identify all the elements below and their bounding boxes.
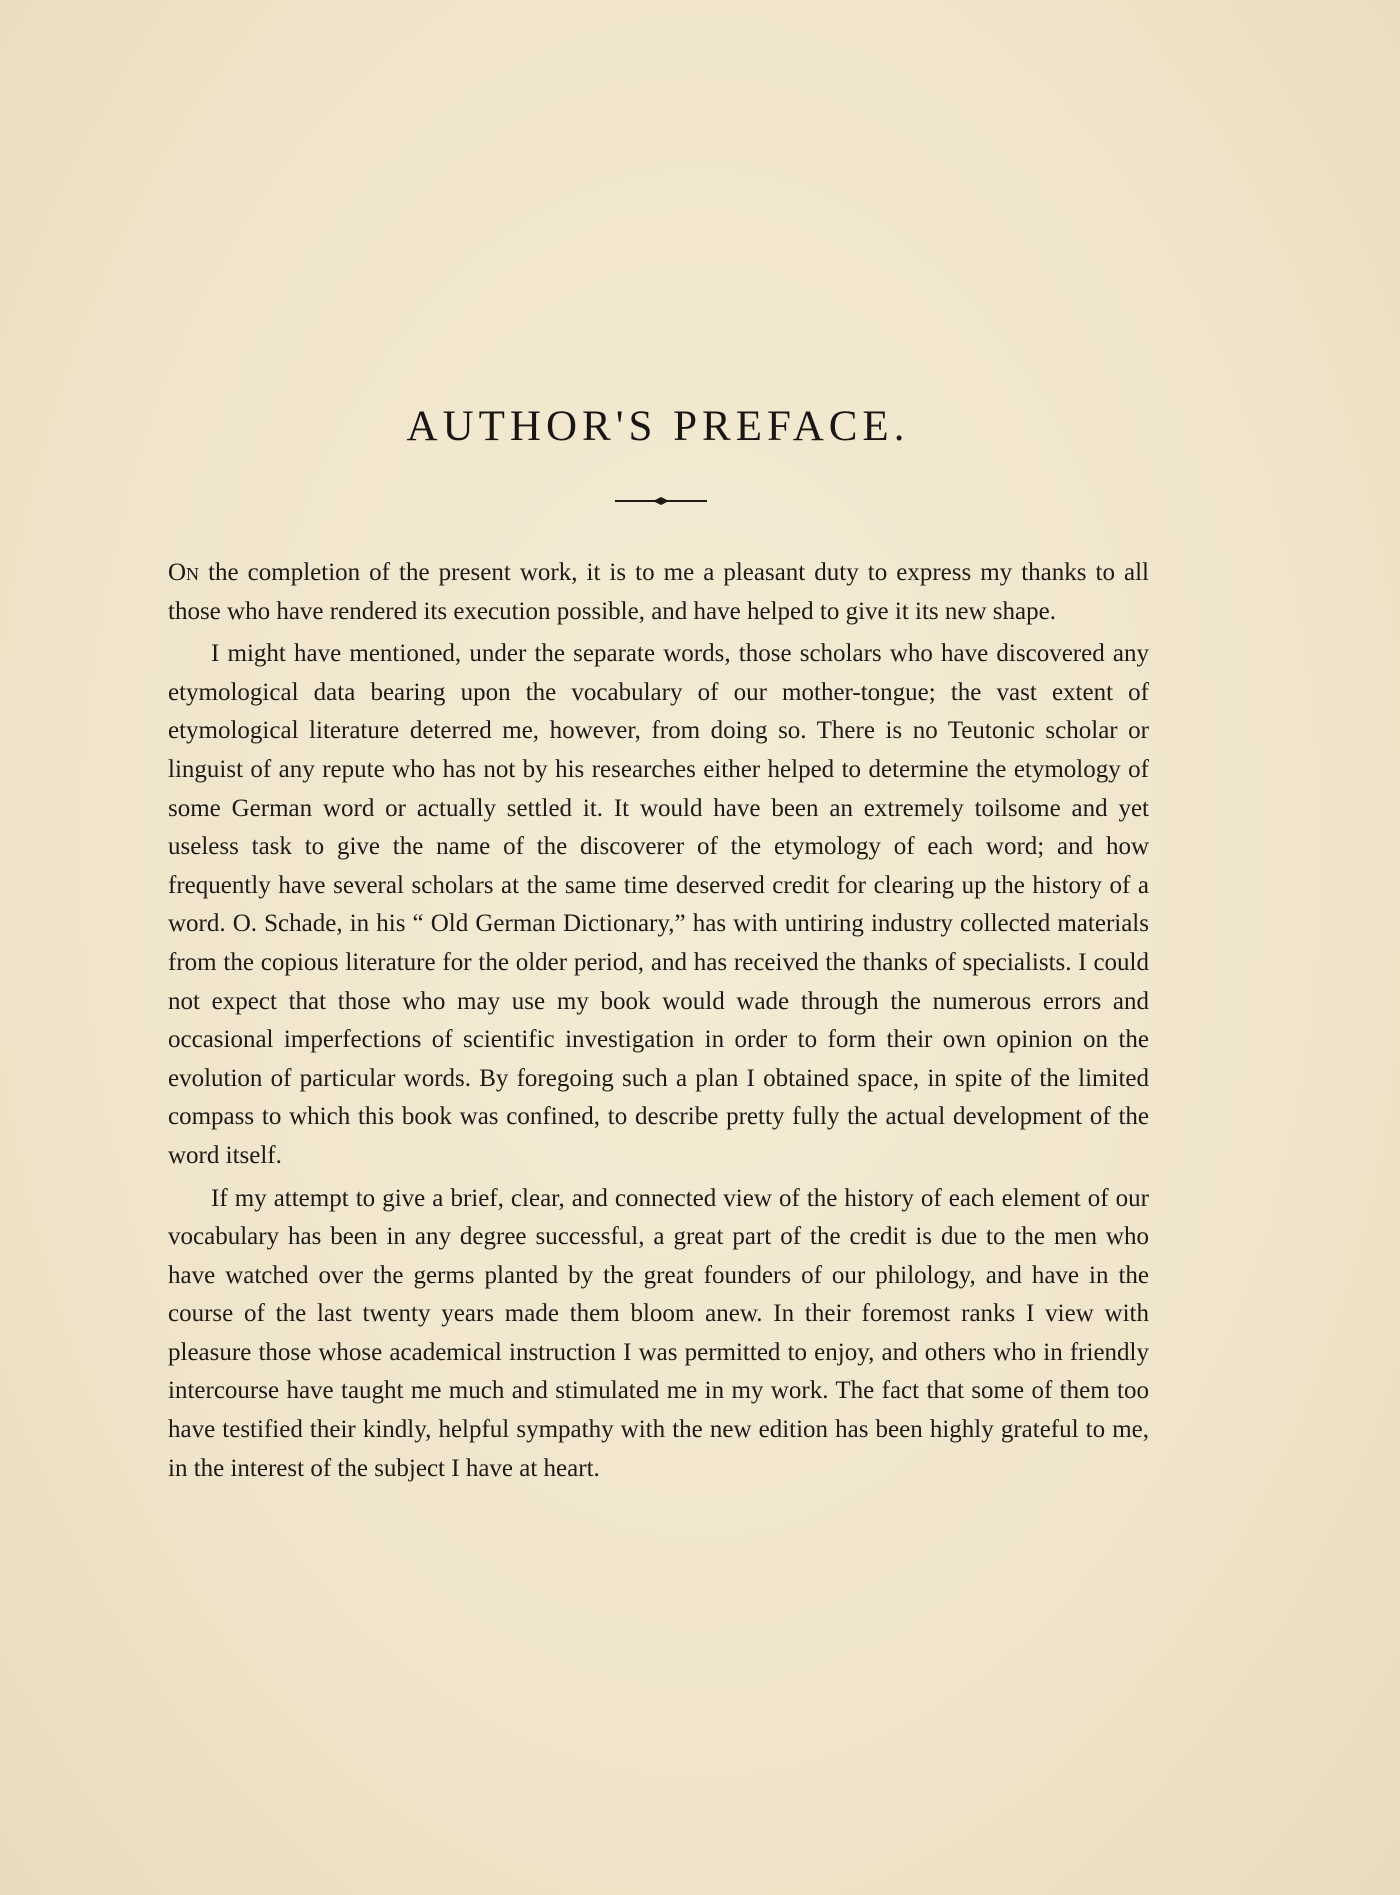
paragraph-3: If my attempt to give a brief, clear, and connected view of the history of each element of our vocabulary has been in any degree successful, a great part of the credit is due to the men who have watched over the germs planted by the great founders of our philology, and have in the course of the last twenty years made them bloom anew. In their foremost ranks I view with pleasure those whose academical instruction I was permitted to enjoy, and others who in friendly intercourse have taught me much and stimulated me in my work. The fact that some of them too have testified their kindly, helpful sympathy with the new edition has been highly grateful to me, in the interest of the subject I have at heart. — [168, 1184, 1149, 1482]
paragraph-text: the completion of the present work, it is to me a pleasant duty to express my thanks to all those who have rendered its execution possible, and have helped to give it its new shape. — [168, 559, 1149, 625]
paragraph-2: I might have mentioned, under the separate words, those scholars who have discovered any etymological data bearing upon the vocabulary of our mother-tongue; the vast extent of etymological literature deterred me, however, from doing so. There is no Teutonic scholar or linguist of any repute who has not by his researches either helped to determine the etymology of some German word or actually settled it. It would have been an extremely toilsome and yet useless task to give the name of the discoverer of the etymology of each word; and how frequently have several scholars at the same time deserved credit for clearing up the history of a word. O. Schade, in his “ Old German Dictionary,” has with untiring industry collected materials from the copious literature for the older period, and has received the thanks of specialists. I could not expect that those who may use my book would wade through the numerous errors and occasional imperfections of scientific investigation in order to form their own opinion on the evolution of particular words. By foregoing such a plan I obtained space, in spite of the limited compass to which this book was confined, to describe pretty fully the actual development of the word itself. — [168, 640, 1149, 1169]
paragraph-lead-word: On — [168, 559, 200, 586]
preface-body — [168, 554, 1149, 1488]
title-ornament-icon — [615, 494, 707, 508]
page-title: AUTHOR'S PREFACE. — [406, 403, 910, 450]
paragraph-1 — [168, 554, 1149, 631]
